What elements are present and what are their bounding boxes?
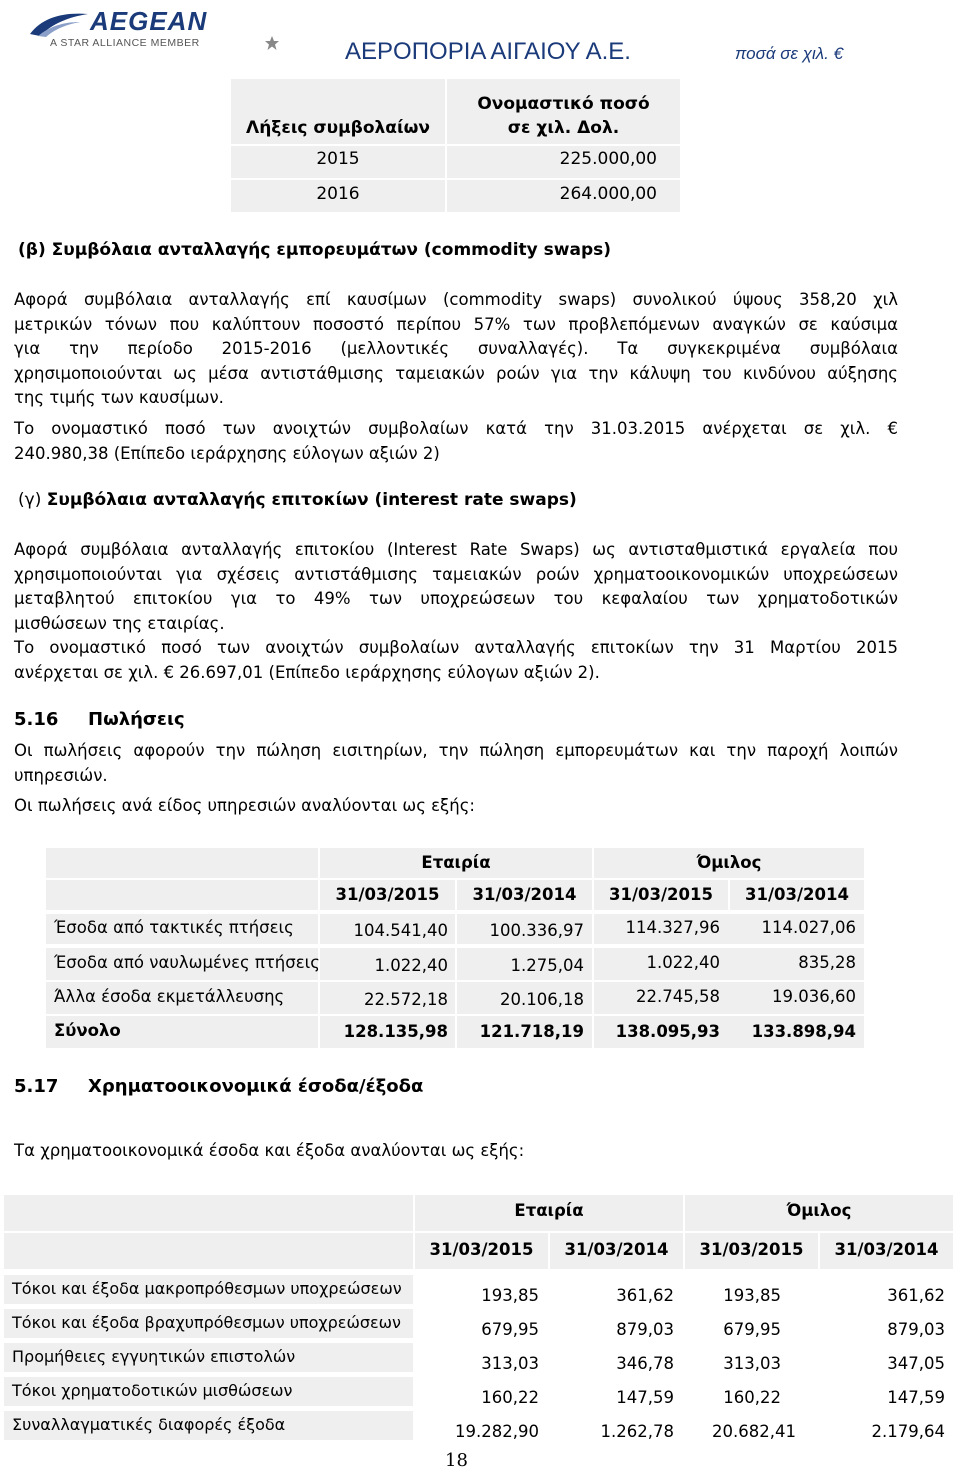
section-516-paragraph-1 <box>14 739 898 788</box>
maturity-col-header-amount-l1: Ονομαστικό ποσό <box>477 94 650 114</box>
sales-group-company: Εταιρία <box>421 853 491 872</box>
section-b-heading: (β) Συμβόλαια ανταλλαγής εμπορευμάτων (commodity swaps) <box>18 240 612 260</box>
finance-value: 147,59 <box>887 1388 945 1407</box>
text-line: για την περίοδο 2015-2016 (μελλοντικές συναλλαγές). Τα συγκεκριμένα συμβόλαια <box>14 339 898 358</box>
finance-row-label: Συναλλαγματικές διαφορές έξοδα <box>12 1415 286 1434</box>
finance-row-label: Τόκοι και έξοδα βραχυπρόθεσμων υποχρεώσεων <box>12 1313 401 1332</box>
text-line: μετρικών τόνων που καλύπτουν ποσοστό περίπου 57% των προβλεπόμενων αναγκών σε καύσιμα <box>14 314 898 334</box>
finance-value: 879,03 <box>616 1320 674 1339</box>
aegean-logo <box>28 4 288 56</box>
sales-value: 1.022,40 <box>646 953 720 972</box>
finance-value: 346,78 <box>616 1354 674 1373</box>
finance-value: 19.282,90 <box>455 1422 539 1441</box>
section-c-heading-prefix: (γ) <box>18 490 47 510</box>
section-517-number: 5.17 <box>14 1076 59 1097</box>
text-line: μεταβλητού επιτοκίου για το 49% των υποχρεώσεων του κεφαλαίου των χρηματοδοτικών <box>14 589 898 608</box>
sales-value: 114.327,96 <box>625 918 720 937</box>
text-line: υπηρεσιών. <box>14 765 108 785</box>
text-line: Το ονομαστικό ποσό των ανοιχτών συμβολαίων ανταλλαγής επιτοκίων την 31 Μαρτίου 2015 <box>14 638 898 657</box>
text-line: χρησιμοποιούνται για σχέσεις αντιστάθμισης ταμειακών ροών χρηματοοικονομικών υποχρεώσεων <box>14 564 898 584</box>
logo-wordmark: AEGEAN <box>90 6 208 36</box>
sales-value: 835,28 <box>798 953 856 972</box>
sales-group-group: Όμιλος <box>696 853 762 872</box>
finance-date: 31/03/2014 <box>834 1240 939 1259</box>
text-line: χρησιμοποιούνται ως μέσα αντιστάθμισης ταμειακών ροών για την κάλυψη του κινδύνου αύξησης <box>14 363 898 383</box>
section-c-paragraph-1 <box>14 538 898 636</box>
section-516-number: 5.16 <box>14 709 59 730</box>
maturity-amount: 225.000,00 <box>559 149 657 169</box>
finance-row-label: Τόκοι και έξοδα μακροπρόθεσμων υποχρεώσεων <box>12 1279 402 1298</box>
text-line: Οι πωλήσεις αφορούν την πώληση εισιτηρίων, την πώληση εμπορευμάτων και την παροχή λοιπών <box>14 741 898 760</box>
finance-group-group: Όμιλος <box>786 1201 852 1220</box>
text-line: ανέρχεται σε χιλ. € 26.697,01 (Επίπεδο ιεράρχησης εύλογων αξιών 2). <box>14 662 600 682</box>
section-c-heading-title: Συμβόλαια ανταλλαγής επιτοκίων (interest rate swaps) <box>46 490 577 510</box>
finance-value: 2.179,64 <box>871 1422 945 1441</box>
finance-row-label: Προμήθειες εγγυητικών επιστολών <box>12 1347 296 1366</box>
sales-total-value: 138.095,93 <box>615 1022 720 1041</box>
sales-value: 100.336,97 <box>489 921 584 940</box>
sales-row-label: Άλλα έσοδα εκμετάλλευσης <box>54 987 285 1006</box>
sales-date: 31/03/2014 <box>745 885 849 904</box>
sales-value: 22.745,58 <box>636 987 720 1006</box>
sales-value: 20.106,18 <box>500 990 584 1009</box>
finance-value: 679,95 <box>723 1320 781 1339</box>
text-line: της τιμής των καυσίμων. <box>14 388 224 407</box>
finance-value: 1.262,78 <box>600 1422 674 1441</box>
section-517-paragraph-1: Τα χρηματοοικονομικά έσοδα και έξοδα αναλύονται ως εξής: <box>14 1141 525 1160</box>
sales-total-label: Σύνολο <box>54 1021 121 1040</box>
maturity-year: 2015 <box>316 149 360 169</box>
section-b-paragraph-1 <box>14 288 898 411</box>
sales-date-blank <box>46 880 318 910</box>
aegean-bird-icon <box>28 8 90 38</box>
section-517-title: Χρηματοοικονομικά έσοδα/έξοδα <box>88 1076 424 1097</box>
sales-date: 31/03/2015 <box>609 885 713 904</box>
finance-value: 347,05 <box>887 1354 945 1373</box>
section-b-paragraph-2 <box>14 417 898 466</box>
sales-value: 1.022,40 <box>374 956 448 975</box>
sales-date: 31/03/2015 <box>335 885 440 904</box>
finance-value: 193,85 <box>481 1286 539 1305</box>
sales-row-label: Έσοδα από ναυλωμένες πτήσεις <box>54 953 320 972</box>
finance-value: 193,85 <box>723 1286 781 1305</box>
sales-total-value: 133.898,94 <box>751 1022 856 1041</box>
finance-value: 160,22 <box>481 1388 539 1407</box>
finance-header-blank <box>4 1195 413 1231</box>
section-516-paragraph-2: Οι πωλήσεις ανά είδος υπηρεσιών αναλύονται ως εξής: <box>14 796 475 815</box>
sales-row-label: Έσοδα από τακτικές πτήσεις <box>54 918 294 937</box>
finance-date: 31/03/2015 <box>429 1240 534 1259</box>
finance-value: 361,62 <box>887 1286 945 1305</box>
star-alliance-icon <box>264 35 280 51</box>
maturity-col-header-amount-l2: σε χιλ. Δολ. <box>507 118 620 138</box>
maturity-year: 2016 <box>316 184 360 204</box>
page-number: 18 <box>445 1450 468 1471</box>
section-516-title: Πωλήσεις <box>88 709 185 730</box>
finance-value: 313,03 <box>723 1354 781 1373</box>
logo-tagline: A STAR ALLIANCE MEMBER <box>50 37 200 49</box>
text-line: Αφορά συμβόλαια ανταλλαγής επί καυσίμων (commodity swaps) συνολικού ύψους 358,20 χιλ <box>14 290 898 309</box>
sales-value: 19.036,60 <box>772 987 856 1006</box>
finance-value: 160,22 <box>723 1388 781 1407</box>
text-line: 240.980,38 (Επίπεδο ιεράρχησης εύλογων αξιών 2) <box>14 443 440 463</box>
sales-date: 31/03/2014 <box>472 885 577 904</box>
finance-value: 879,03 <box>887 1320 945 1339</box>
text-line: μισθώσεων της εταιρίας. <box>14 613 225 633</box>
currency-unit-note: ποσά σε χιλ. € <box>735 44 844 63</box>
sales-total-value: 128.135,98 <box>343 1022 448 1041</box>
text-line: Το ονομαστικό ποσό των ανοιχτών συμβολαίων κατά την 31.03.2015 ανέρχεται σε χιλ. € <box>14 419 898 438</box>
finance-date: 31/03/2014 <box>564 1240 669 1259</box>
finance-value: 313,03 <box>481 1354 539 1373</box>
sales-value: 1.275,04 <box>510 956 584 975</box>
finance-row-label: Τόκοι χρηματοδοτικών μισθώσεων <box>12 1381 293 1400</box>
finance-group-company: Εταιρία <box>514 1201 584 1220</box>
section-c-paragraph-2 <box>14 636 898 685</box>
finance-date: 31/03/2015 <box>699 1240 804 1259</box>
section-c-heading <box>18 490 577 510</box>
finance-date-blank <box>4 1233 413 1269</box>
sales-value: 22.572,18 <box>364 990 448 1009</box>
maturity-amount: 264.000,00 <box>559 184 657 204</box>
maturity-col-header-expiry: Λήξεις συμβολαίων <box>246 118 430 138</box>
finance-value: 20.682,41 <box>712 1422 796 1441</box>
company-title: ΑΕΡΟΠΟΡΙΑ ΑΙΓΑΙΟΥ Α.Ε. <box>345 38 631 65</box>
sales-total-value: 121.718,19 <box>479 1022 584 1041</box>
sales-value: 104.541,40 <box>353 921 448 940</box>
sales-header-blank <box>46 848 318 878</box>
text-line: Αφορά συμβόλαια ανταλλαγής επιτοκίου (Interest Rate Swaps) ως αντισταθμιστικά εργαλεία που <box>14 540 898 559</box>
finance-value: 147,59 <box>616 1388 674 1407</box>
finance-value: 679,95 <box>481 1320 539 1339</box>
sales-value: 114.027,06 <box>761 918 856 937</box>
finance-value: 361,62 <box>616 1286 674 1305</box>
